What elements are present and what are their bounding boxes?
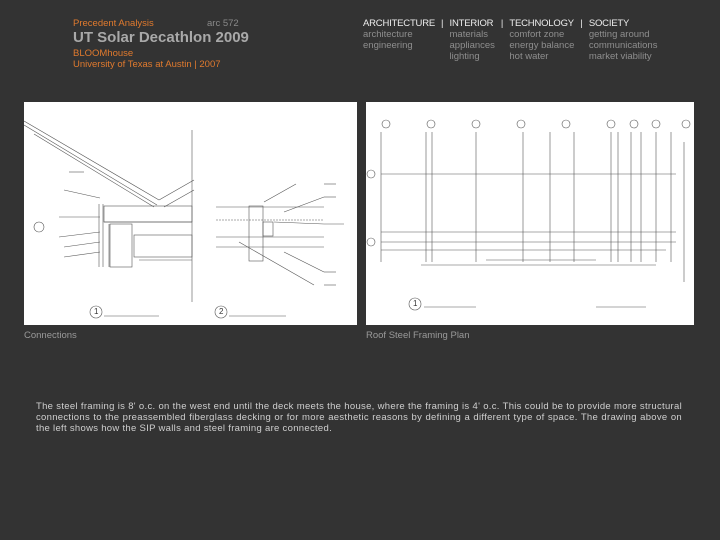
nav-technology-label[interactable]: TECHNOLOGY (509, 18, 574, 29)
nav-interior-label[interactable]: INTERIOR (449, 18, 494, 29)
grid-bubble (382, 120, 390, 128)
left-caption: Connections (24, 330, 77, 341)
section-label: Precedent Analysis (73, 18, 154, 29)
detail-number: 1 (413, 299, 418, 308)
nav-item[interactable]: engineering (363, 40, 413, 51)
page-title: UT Solar Decathlon 2009 (73, 29, 249, 46)
nav-item[interactable]: communications (588, 40, 658, 51)
nav-item[interactable]: materials (449, 29, 489, 40)
nav-item[interactable]: energy balance (509, 40, 575, 51)
project-name: BLOOMhouse (73, 48, 134, 59)
nav-item[interactable]: architecture (363, 29, 413, 40)
nav-item[interactable]: comfort zone (509, 29, 565, 40)
detail-number: 2 (219, 307, 224, 316)
course-number: arc 572 (207, 18, 239, 29)
grid-bubble (472, 120, 480, 128)
grid-bubble (652, 120, 660, 128)
grid-bubble (682, 120, 690, 128)
nav-architecture[interactable] (363, 18, 435, 51)
nav-interior[interactable] (450, 18, 495, 62)
nav-item[interactable]: appliances (449, 40, 495, 51)
nav-item[interactable]: lighting (449, 51, 480, 62)
nav-item[interactable]: getting around (588, 29, 650, 40)
school-year: University of Texas at Austin | 2007 (73, 59, 221, 70)
nav-bar (363, 18, 657, 62)
connections-drawing (24, 102, 357, 325)
nav-technology[interactable] (509, 18, 574, 62)
grid-bubble (517, 120, 525, 128)
nav-item[interactable]: hot water (509, 51, 549, 62)
nav-society-label[interactable]: SOCIETY (588, 18, 630, 29)
detail-number: 1 (94, 307, 99, 316)
nav-society[interactable] (589, 18, 658, 62)
roof-framing-plan (366, 102, 694, 325)
right-caption: Roof Steel Framing Plan (366, 330, 470, 341)
grid-bubble (427, 120, 435, 128)
grid-bubble (630, 120, 638, 128)
description-paragraph: The steel framing is 8' o.c. on the west end until the deck meets the house, where the framing is 4' o.c. This could be to provide more structural connections to the preassembled fiberglass decking or for more aesthetic reasons by defining a different type of space. The drawing above on the left shows how the SIP walls and steel framing are connected. (36, 401, 682, 434)
grid-bubble (607, 120, 615, 128)
nav-separator: | (500, 18, 504, 29)
grid-bubble (562, 120, 570, 128)
nav-separator: | (580, 18, 583, 29)
nav-separator: | (441, 18, 444, 29)
nav-architecture-label[interactable]: ARCHITECTURE (363, 18, 436, 29)
nav-item[interactable]: market viability (588, 51, 652, 62)
